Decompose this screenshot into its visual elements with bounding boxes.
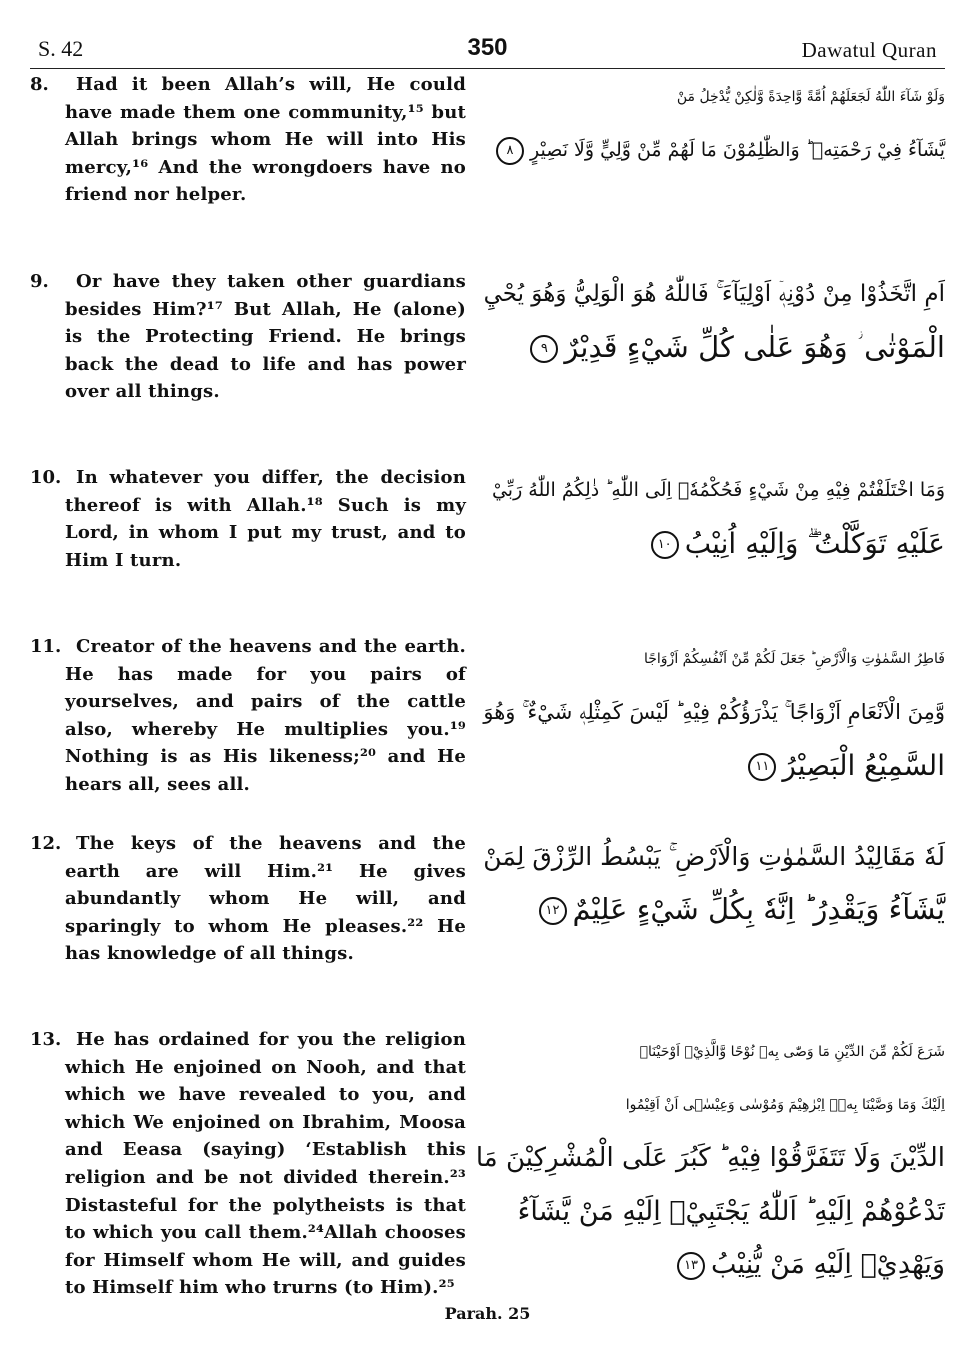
verse-end-marker: ١٣	[677, 1252, 705, 1280]
verse-translation: Creator of the heavens and the earth. He has made for you pairs of yourselves, and pairs of the cattle also, whereby He multiplies you.¹⁹ Nothing is as His likeness;²⁰ and He hears all, sees all.	[65, 636, 466, 795]
arabic-line: عَلَيْهِ تَوَكَّلْتُ ۖۗ وَاِلَيْهِ اُنِيْبُ١٠	[492, 517, 945, 570]
verse-number: 12.	[30, 833, 62, 854]
verse-number: 13.	[30, 1029, 62, 1050]
arabic-line: اَمِ اتَّخَذُوْا مِنْ دُوْنِهٖۤ اَوْلِيَآءَ ۚ فَاللّٰهُ هُوَ الْوَلِيُّ وَهُوَ يُحْيِ	[483, 281, 945, 307]
verse-number: 9.	[30, 271, 49, 292]
arabic-line: فَاطِرُ السَّمٰوٰتِ وَالْاَرْضِ ؕ جَعَلَ لَكُمْ مِّنْ اَنْفُسِكُمْ اَزْوَاجًا	[643, 651, 945, 667]
verse-end-marker: ١٠	[651, 531, 679, 559]
page-footer: Parah. 25	[444, 1304, 531, 1323]
verse-arabic	[484, 268, 945, 374]
page-header	[30, 34, 945, 69]
page-number: 350	[467, 34, 508, 61]
verse-end-marker: ١١	[748, 753, 776, 781]
verse-end-marker: ٩	[530, 335, 558, 363]
arabic-line: السَّمِيْعُ الْبَصِيْرُ١١	[483, 739, 945, 792]
verse-arabic	[483, 830, 945, 936]
verse-translation: The keys of the heavens and the earth are will Him.²¹ He gives abundantly whom He will, and sparingly to whom He pleases.²² He has knowledge of all things.	[65, 833, 466, 965]
verse-arabic	[476, 1026, 945, 1291]
verse-arabic	[483, 633, 945, 792]
verse-number: 8.	[30, 74, 49, 95]
book-title: Dawatul Quran	[801, 38, 937, 62]
arabic-line: وَمَا اخْتَلَفْتُمْ فِيْهِ مِنْ شَيْءٍ فَحُكْمُهٗۤ اِلَى اللّٰهِ ؕ ذٰلِكُمُ اللّٰهُ رَبِّيْ	[491, 479, 945, 501]
verse-end-marker: ١٢	[539, 897, 567, 925]
arabic-line: لَهٗ مَقَالِيْدُ السَّمٰوٰتِ وَالْاَرْضِ ۚ يَبْسُطُ الرِّزْقَ لِمَنْ	[483, 842, 945, 871]
verse-translation: In whatever you differ, the decision thereof is with Allah.¹⁸ Such is my Lord, in whom I put my trust, and to Him I turn.	[65, 467, 466, 571]
arabic-line: الْمَوْتٰى ؗ وَهُوَ عَلٰى كُلِّ شَيْءٍ قَدِيْرٌ٩	[484, 321, 945, 374]
arabic-line: يَّشَآءُ فِيْ رَحْمَتِهٖ ؕ وَالظّٰلِمُوْنَ مَا لَهُمْ مِّنْ وَّلِيٍّ وَّلَا نَصِيْرٍ٨	[496, 124, 945, 177]
arabic-line: وَيَهْدِيْۤ اِلَيْهِ مَنْ يُّنِيْبُ١٣	[476, 1238, 945, 1291]
verse-translation: Or have they taken other guardians besides Him?¹⁷ But Allah, He (alone) is the Protecting Friend. He brings back the dead to life and has power over all things.	[65, 271, 466, 403]
surah-label: S. 42	[38, 36, 84, 61]
verse-number: 11.	[30, 636, 62, 657]
arabic-line: الدِّيْنَ وَلَا تَتَفَرَّقُوْا فِيْهِ ؕ كَبُرَ عَلَى الْمُشْرِكِيْنَ مَا	[475, 1143, 945, 1173]
verse-arabic	[492, 464, 945, 570]
verse-translation: He has ordained for you the religion which He enjoined on Nooh, and that which we have revealed to you, and which We enjoined on Ibrahim, Moosa and Eeasa (saying) ‘Establish this religion and be not divided therein.²³ Distasteful for the polytheists is that to which you call them.²⁴Allah chooses for Himself whom He will, and guides to Himself him who trurns (to Him).²⁵	[65, 1029, 466, 1299]
verse-arabic	[496, 71, 945, 177]
arabic-line: وَلَوْ شَآءَ اللّٰهُ لَجَعَلَهُمْ اُمَّةً وَّاحِدَةً وَّلٰكِنْ يُّدْخِلُ مَنْ	[676, 89, 945, 105]
arabic-line: وَّمِنَ الْاَنْعَامِ اَزْوَاجًا ۚ يَذْرَؤُكُمْ فِيْهِ ؕ لَيْسَ كَمِثْلِهٖ شَيْءٌ ۚ وَهُوَ	[483, 700, 945, 724]
arabic-line: شَرَعَ لَكُمْ مِّنَ الدِّيْنِ مَا وَصّٰى بِهٖ نُوْحًا وَّالَّذِيْۤ اَوْحَيْنَاۤ	[639, 1044, 945, 1060]
verse-translation: Had it been Allah’s will, He could have made them one community,¹⁵ but Allah brings whom He will into His mercy,¹⁶ And the wrongdoers have no friend nor helper.	[65, 74, 466, 206]
verse-number: 10.	[30, 467, 62, 488]
arabic-line: تَدْعُوْهُمْ اِلَيْهِ ؕ اَللّٰهُ يَجْتَبِيْۤ اِلَيْهِ مَنْ يَّشَآءُ	[517, 1196, 945, 1227]
arabic-line: اِلَيْكَ وَمَا وَصَّيْنَا بِهٖۤ اِبْرٰهِيْمَ وَمُوْسٰى وَعِيْسٰۤى اَنْ اَقِيْمُوا	[625, 1097, 945, 1113]
verse-end-marker: ٨	[496, 137, 524, 165]
arabic-line: يَّشَآءُ وَيَقْدِرُ ؕ اِنَّهٗ بِكُلِّ شَيْءٍ عَلِيْمٌ١٢	[483, 883, 945, 936]
